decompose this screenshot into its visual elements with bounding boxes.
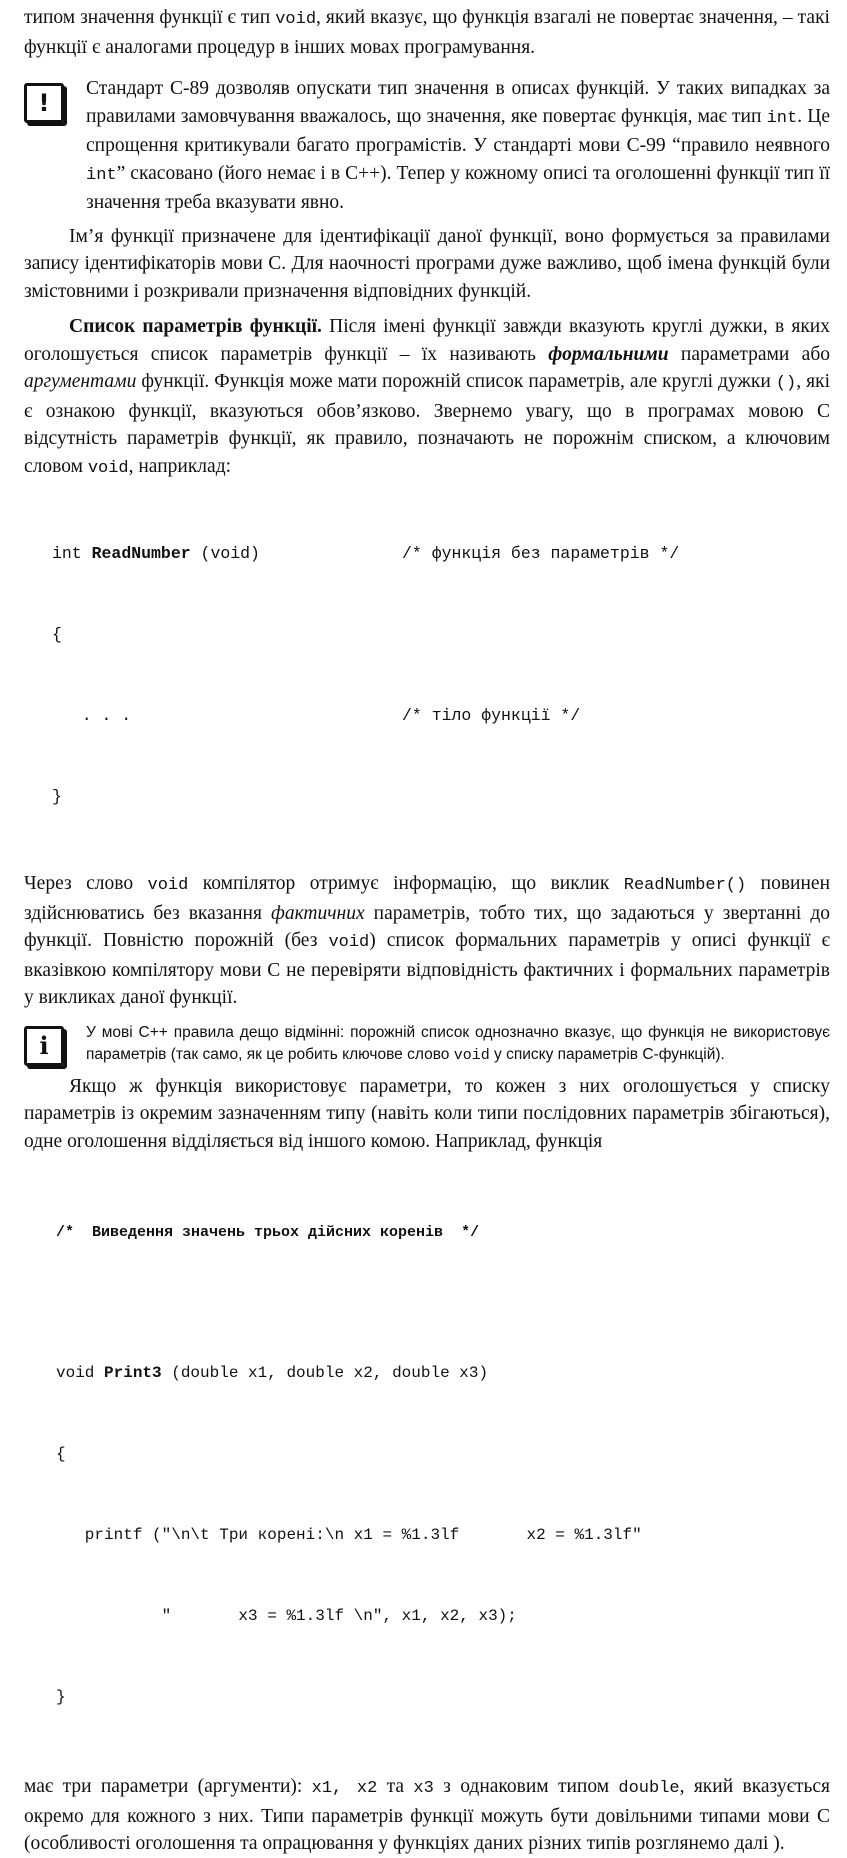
text: Після імені функції завжди вказують круглі дужки, в яких оголошується список параметрів функції – їх називають bbox=[24, 316, 830, 365]
code-text: { bbox=[56, 1445, 66, 1463]
code-function-name: ReadNumber bbox=[91, 544, 191, 563]
code-text: { bbox=[52, 625, 62, 644]
code-void: void bbox=[147, 876, 189, 895]
text: має три параметри (аргументи): bbox=[24, 1776, 312, 1797]
code-function-name: Print3 bbox=[104, 1364, 162, 1382]
code-line bbox=[52, 621, 830, 648]
info-icon: i bbox=[24, 1026, 64, 1066]
code-text: } bbox=[52, 787, 62, 806]
code-block-print3 bbox=[56, 1165, 830, 1765]
code-int: int bbox=[86, 165, 117, 185]
text: повинен здійснюватись без вказання bbox=[24, 873, 830, 924]
code-line bbox=[56, 1360, 830, 1387]
text: типом значення функції є тип bbox=[24, 7, 276, 28]
note-text bbox=[86, 75, 830, 217]
paragraph-function-name: Ім’я функції призначене для ідентифікації даної функції, воно формується за правилами запису ідентифікаторів мови С. Для наочності програми дуже важливо, щоб імена функцій були змістовними і розкривали призначення відповідних функцій. bbox=[24, 225, 830, 302]
code-comment-line bbox=[56, 1219, 830, 1246]
code-void: void bbox=[328, 933, 370, 952]
code-readnumber-call: ReadNumber() bbox=[623, 876, 747, 895]
text: , наприклад: bbox=[128, 455, 232, 477]
code-text: printf ("\n\t Три корені:\n x1 = %1.3lf x2 = %1.3lf" bbox=[56, 1526, 642, 1544]
document-page bbox=[24, 0, 830, 1858]
code-line bbox=[52, 702, 830, 729]
paragraph-parameters-declared: Якщо ж функція використовує параметри, то кожен з них оголошується у списку параметрів із окремим зазначенням типу (навіть коли типи послідовних параметрів збігаються), одне оголошення відділяється від іншого комою. Наприклад, функція bbox=[24, 1075, 830, 1152]
code-text: (void) bbox=[190, 544, 260, 563]
text: , який вказує, що функція взагалі не повертає значення, – такі функції є аналогами процедур в інших мовах програмування. bbox=[24, 7, 830, 58]
code-text: . . . bbox=[52, 706, 132, 725]
text: , які є ознакою функції, вказуються обов’язково. Звернемо увагу, що в програмах мовою С відсутність параметрів функції, як правило, позначають не порожнім списком, а ключовим словом bbox=[24, 371, 830, 477]
code-line bbox=[56, 1603, 830, 1630]
code-block-readnumber bbox=[52, 486, 830, 864]
code-x1-x2: x1, x2 bbox=[311, 1779, 378, 1798]
code-void: void bbox=[453, 1046, 490, 1064]
paragraph-return-type bbox=[24, 4, 830, 61]
note-text bbox=[86, 1022, 830, 1067]
text: параметрів, тобто тих, що задаються у звертанні до функції. Повністю порожній (без bbox=[24, 902, 831, 951]
code-comment: /* Виведення значень трьох дійсних коренів */ bbox=[56, 1224, 480, 1241]
text: . Це спрощення критикували багато програмістів. У стандарті мови С-99 “правило неявного bbox=[86, 105, 830, 156]
code-line bbox=[56, 1441, 830, 1468]
note-standard-c89 bbox=[24, 75, 830, 217]
text: у списку параметрів С-функцій). bbox=[489, 1045, 725, 1063]
paragraph-parameter-list bbox=[24, 313, 830, 482]
code-text: void bbox=[56, 1364, 105, 1382]
exclamation-icon: ! bbox=[24, 83, 64, 123]
text: ” скасовано (його немає і в С++). Тепер у кожному описі та оголошенні функції тип її значення треба вказувати явно. bbox=[86, 162, 830, 213]
code-void: void bbox=[87, 458, 129, 478]
code-comment: /* тіло функції */ bbox=[402, 706, 581, 725]
code-line bbox=[52, 783, 830, 810]
code-line bbox=[56, 1684, 830, 1711]
code-double: double bbox=[618, 1779, 680, 1798]
paragraph-three-params bbox=[24, 1773, 830, 1858]
code-line bbox=[52, 540, 830, 567]
text: , який вказується окремо для кожного з них. Типи параметрів функції можуть бути довільними типами мови С (особливості оголошення та опрацювання у функціях даних різних типів розглянемо далі ). bbox=[24, 1776, 830, 1854]
paragraph-void-explanation bbox=[24, 870, 830, 1012]
text: ) список формальних параметрів у описі функції є вказівкою компілятору мови С не перевіряти відповідність фактичних і формальних параметрів у викликах даної функції. bbox=[24, 930, 830, 1008]
code-line bbox=[56, 1522, 830, 1549]
code-comment: /* функція без параметрів */ bbox=[402, 544, 680, 563]
text: та bbox=[377, 1776, 414, 1797]
code-parens: () bbox=[775, 374, 797, 393]
code-text: " x3 = %1.3lf \n", x1, x2, x3); bbox=[56, 1607, 517, 1625]
section-heading: Список параметрів функції. bbox=[69, 316, 322, 337]
note-cpp-rules bbox=[24, 1022, 830, 1067]
text: Через слово bbox=[24, 873, 148, 894]
code-text: } bbox=[56, 1688, 66, 1706]
text: функції. Функція може мати порожній список параметрів, але круглі дужки bbox=[136, 371, 776, 392]
text: компілятор отримує інформацію, що виклик bbox=[188, 873, 624, 894]
code-int: int bbox=[766, 108, 798, 128]
code-x3: x3 bbox=[413, 1779, 434, 1798]
term-formal: формальними bbox=[548, 343, 669, 365]
text: параметрами або bbox=[668, 343, 830, 365]
text: У мові С++ правила дещо відмінні: порожній список однозначно вказує, що функція не використовує параметрів (так само, як це робить ключове слово bbox=[86, 1023, 830, 1063]
text: з однаковим типом bbox=[433, 1776, 619, 1797]
term-actual: фактичних bbox=[270, 902, 365, 924]
term-arguments: аргументами bbox=[24, 371, 137, 392]
code-text: (double x1, double x2, double x3) bbox=[161, 1364, 489, 1382]
code-void: void bbox=[275, 10, 317, 29]
text: Стандарт С-89 дозволяв опускати тип значення в описах функцій. У таких випадках за правилами замовчування вважалось, що значення, яке повертає функція, має тип bbox=[86, 78, 830, 127]
code-text: int bbox=[52, 544, 92, 563]
